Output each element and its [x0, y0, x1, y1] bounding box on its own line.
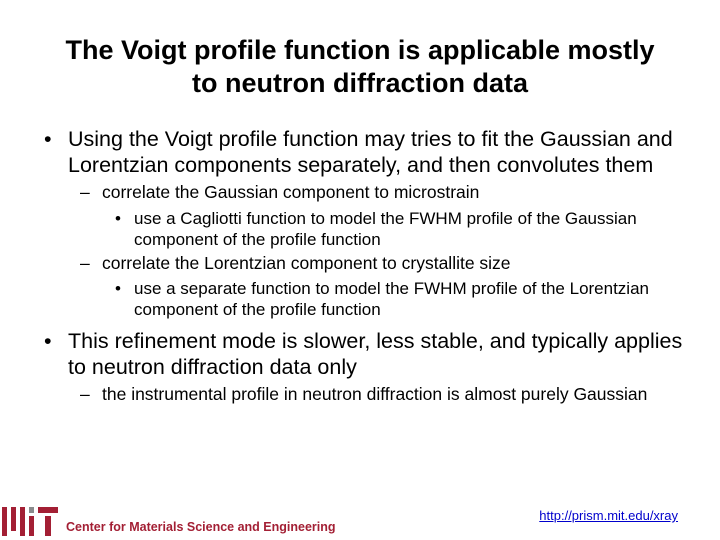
dash-marker: –	[80, 182, 90, 202]
sub-sub-bullet-text: use a Cagliotti function to model the FWHM profile of the Gaussian component of the profile function	[134, 208, 637, 249]
sub-bullet-text: correlate the Gaussian component to microstrain	[102, 182, 480, 202]
title-line-2: to neutron diffraction data	[192, 68, 528, 98]
bullet-marker: •	[115, 208, 121, 228]
footer-link[interactable]: http://prism.mit.edu/xray	[539, 508, 678, 523]
sub-bullet-item	[80, 384, 682, 406]
bullet-text: Using the Voigt profile function may tries to fit the Gaussian and Lorentzian components separately, and then convolutes them	[68, 127, 673, 177]
sub-sub-bullet-text: use a separate function to model the FWHM profile of the Lorentzian component of the profile function	[134, 279, 649, 319]
bullet-marker: •	[44, 127, 52, 151]
sub-sub-bullet-item	[115, 208, 679, 250]
bullet-list	[0, 126, 720, 410]
bullet-text: This refinement mode is slower, less stable, and typically applies to neutron diffraction data only	[68, 329, 683, 379]
bullet-item	[44, 126, 683, 178]
sub-bullet-text: correlate the Lorentzian component to crystallite size	[102, 252, 511, 273]
bullet-marker: •	[115, 279, 121, 298]
mit-logo-icon	[0, 505, 62, 538]
bullet-marker: •	[44, 329, 52, 353]
sub-sub-bullet-item	[115, 278, 679, 320]
bullet-item	[44, 328, 683, 380]
sub-bullet-item	[80, 252, 682, 275]
dash-marker: –	[80, 252, 90, 273]
dash-marker: –	[80, 384, 90, 404]
sub-bullet-item	[80, 182, 682, 204]
title-line-1: The Voigt profile function is applicable mostly	[65, 35, 655, 65]
footer-organization: Center for Materials Science and Engineering	[66, 520, 336, 534]
sub-bullet-text: the instrumental profile in neutron diffraction is almost purely Gaussian	[102, 384, 648, 404]
slide-title	[40, 34, 680, 100]
